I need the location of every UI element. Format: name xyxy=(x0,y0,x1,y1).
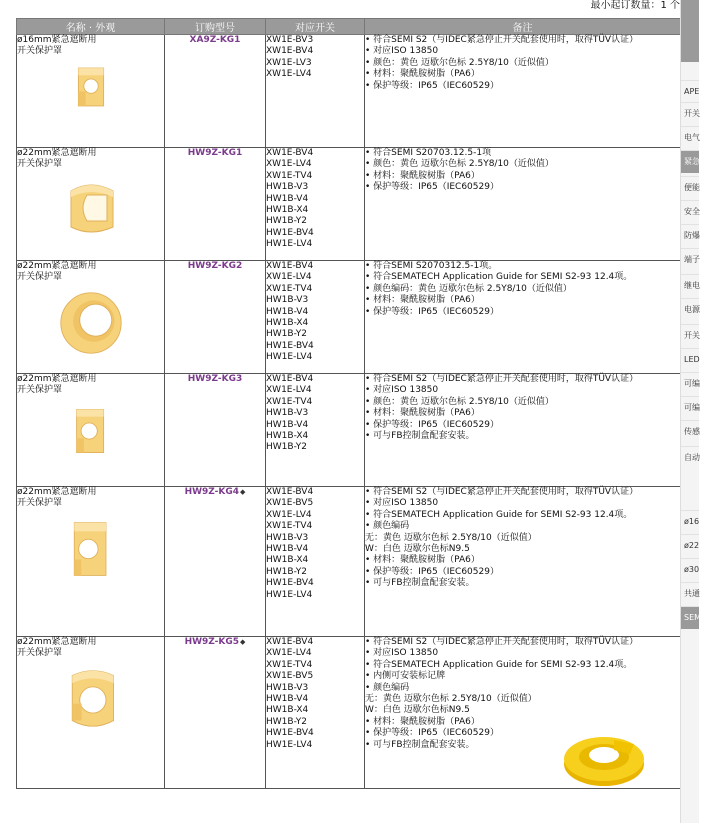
switch-model: XW1E-LV4 xyxy=(266,69,312,80)
remark-line: 无：黄色 迈歇尔色标 2.5Y8/10（近似值） xyxy=(365,532,537,543)
remark-line: • 符合SEMATECH Application Guide for SEMI S2-93 12.4项。 xyxy=(365,272,633,283)
side-index-tab[interactable]: 自动 xyxy=(681,446,699,469)
product-image xyxy=(73,403,109,463)
switch-model: HW1B-V3 xyxy=(266,295,309,306)
product-image xyxy=(69,516,113,586)
switch-model: XW1E-TV4 xyxy=(266,659,313,670)
remark-line: • 符合SEMI S2（与IDEC紧急停止开关配套使用时，取得TÜV认证） xyxy=(365,35,639,45)
switch-model: XW1E-BV4 xyxy=(266,487,314,497)
switch-model: XW1E-LV4 xyxy=(266,648,312,659)
remarks-cell xyxy=(365,35,681,148)
switch-model: HW1B-Y2 xyxy=(266,329,307,340)
product-name-line: ø22mm紧急遮断用 xyxy=(17,148,97,158)
remark-line: • 对应ISO 13850 xyxy=(365,648,439,659)
remark-line: • 内侧可安装标记牌 xyxy=(365,671,446,682)
switch-model: XW1E-LV4 xyxy=(266,385,312,396)
switch-model: HW1B-V3 xyxy=(266,182,309,193)
product-table xyxy=(16,18,681,789)
model-number: HW9Z-KG2 xyxy=(187,261,243,271)
switch-model: HW1B-V4 xyxy=(266,193,309,204)
side-index-tab[interactable]: 紧急 xyxy=(681,150,699,173)
product-image xyxy=(61,177,121,241)
remark-line: • 保护等级：IP65（IEC60529） xyxy=(365,419,499,430)
side-index-tab[interactable]: 传感 xyxy=(681,420,699,443)
switch-cell xyxy=(266,487,365,637)
side-index-tab[interactable]: 电源 xyxy=(681,298,699,321)
remark-line: • 符合SEMI S20703.12.5-1项 xyxy=(365,148,492,158)
product-name-line: 开关保护罩 xyxy=(17,159,63,170)
product-name-cell xyxy=(17,487,165,637)
product-name-cell xyxy=(17,374,165,487)
product-name-line: ø22mm紧急遮断用 xyxy=(17,374,97,384)
min-order-note: 最小起订数量：1 个 xyxy=(590,0,680,11)
switch-model: HW1E-LV4 xyxy=(266,239,313,250)
switch-model: HW1E-LV4 xyxy=(266,739,313,750)
header-model: 订购型号 xyxy=(165,19,266,35)
remark-line: • 颜色：黄色 迈歇尔色标 2.5Y8/10（近似值） xyxy=(365,159,554,170)
switch-model: HW1E-LV4 xyxy=(266,589,313,600)
remarks-cell xyxy=(365,487,681,637)
remark-line: • 保护等级：IP65（IEC60529） xyxy=(365,566,499,577)
remark-line: • 保护等级：IP65（IEC60529） xyxy=(365,182,499,193)
remark-line: W：白色 迈歇尔色标N9.5 xyxy=(365,544,470,555)
model-cell xyxy=(165,261,266,374)
model-number: HW9Z-KG4 xyxy=(184,487,240,497)
side-index-tab[interactable]: 开关 xyxy=(681,324,699,347)
switch-model: HW1B-X4 xyxy=(266,205,309,216)
switch-model: HW1E-BV4 xyxy=(266,728,314,739)
remark-line: • 材料：聚酰胺树脂（PA6） xyxy=(365,408,480,419)
switch-model: HW1B-Y2 xyxy=(266,716,307,727)
side-index-tab[interactable]: 共通 xyxy=(681,582,699,605)
product-name-line: ø16mm紧急遮断用 xyxy=(17,35,97,45)
switch-model: XW1E-BV5 xyxy=(266,498,314,509)
switch-cell xyxy=(266,637,365,789)
switch-model: XW1E-LV4 xyxy=(266,272,312,283)
model-cell xyxy=(165,637,266,789)
remark-line: • 符合SEMI S2（与IDEC紧急停止开关配套使用时，取得TÜV认证） xyxy=(365,374,639,384)
switch-model: HW1B-V3 xyxy=(266,532,309,543)
side-index-tab[interactable]: 开关 xyxy=(681,102,699,125)
remark-line: • 符合SEMI S2（与IDEC紧急停止开关配套使用时，取得TÜV认证） xyxy=(365,637,639,647)
side-index-tab[interactable]: 防爆 xyxy=(681,224,699,247)
switch-model: XW1E-BV4 xyxy=(266,374,314,384)
switch-model: XW1E-BV4 xyxy=(266,148,314,158)
product-name-line: 开关保护罩 xyxy=(17,385,63,396)
side-index-tab[interactable]: LED xyxy=(681,348,699,371)
switch-model: XW1E-BV3 xyxy=(266,35,314,45)
side-index-tab[interactable]: 可编 xyxy=(681,372,699,395)
remark-line: • 可与FB控制盒配套安装。 xyxy=(365,431,475,442)
model-cell xyxy=(165,374,266,487)
switch-model: HW1E-BV4 xyxy=(266,227,314,238)
remark-line: • 符合SEMI S2（与IDEC紧急停止开关配套使用时，取得TÜV认证） xyxy=(365,487,639,497)
remark-line: • 对应ISO 13850 xyxy=(365,46,439,57)
product-name-cell xyxy=(17,35,165,148)
remark-line: • 材料：聚酰胺树脂（PA6） xyxy=(365,716,480,727)
remark-line: • 符合SEMATECH Application Guide for SEMI S2-93 12.4项。 xyxy=(365,659,633,670)
side-index-tab[interactable]: 电气 xyxy=(681,126,699,149)
switch-model: HW1B-X4 xyxy=(266,318,309,329)
product-name-line: 开关保护罩 xyxy=(17,272,63,283)
switch-model: HW1B-V3 xyxy=(266,408,309,419)
remarks-cell xyxy=(365,148,681,261)
model-number: HW9Z-KG5 xyxy=(184,637,240,647)
side-index xyxy=(680,0,699,823)
remark-line: • 材料：聚酰胺树脂（PA6） xyxy=(365,69,480,80)
switch-cell xyxy=(266,261,365,374)
remark-line: • 对应ISO 13850 xyxy=(365,385,439,396)
switch-model: HW1B-Y2 xyxy=(266,566,307,577)
side-index-tab[interactable]: 继电 xyxy=(681,274,699,297)
switch-model: XW1E-TV4 xyxy=(266,396,313,407)
side-index-tab[interactable]: ø30 xyxy=(681,558,699,581)
remarks-cell xyxy=(365,261,681,374)
remark-line: 无：黄色 迈歇尔色标 2.5Y8/10（近似值） xyxy=(365,694,537,705)
remark-line: • 材料：聚酰胺树脂（PA6） xyxy=(365,295,480,306)
remark-line: • 颜色编码：黄色 迈歇尔色标 2.5Y8/10（近似值） xyxy=(365,283,572,294)
switch-model: HW1B-X4 xyxy=(266,555,309,566)
remark-line: • 符合SEMATECH Application Guide for SEMI S2-93 12.4项。 xyxy=(365,509,633,520)
header-remarks: 备注 xyxy=(365,19,681,35)
product-image xyxy=(61,666,121,736)
product-name-line: 开关保护罩 xyxy=(17,498,63,509)
side-index-tab[interactable]: 可编 xyxy=(681,396,699,419)
switch-model: XW1E-TV4 xyxy=(266,521,313,532)
model-cell xyxy=(165,487,266,637)
product-name-cell xyxy=(17,637,165,789)
switch-model: XW1E-TV4 xyxy=(266,170,313,181)
table-row xyxy=(17,374,681,487)
side-index-tab[interactable]: 便能 xyxy=(681,176,699,199)
switch-cell xyxy=(266,374,365,487)
switch-cell xyxy=(266,35,365,148)
remark-line: • 可与FB控制盒配套安装。 xyxy=(365,578,475,589)
product-name-line: 开关保护罩 xyxy=(17,46,63,57)
yellow-cover-photo xyxy=(560,730,650,788)
remark-line: • 颜色：黄色 迈歇尔色标 2.5Y8/10（近似值） xyxy=(365,57,554,68)
product-name-line: ø22mm紧急遮断用 xyxy=(17,261,97,271)
switch-model: HW1B-Y2 xyxy=(266,442,307,453)
product-name-cell xyxy=(17,261,165,374)
side-index-tab[interactable]: 端子 xyxy=(681,248,699,271)
switch-model: HW1E-BV4 xyxy=(266,578,314,589)
table-row xyxy=(17,148,681,261)
switch-model: XW1E-TV4 xyxy=(266,283,313,294)
product-name-cell xyxy=(17,148,165,261)
model-mark: ◆ xyxy=(240,488,246,496)
product-name-line: ø22mm紧急遮断用 xyxy=(17,487,97,497)
product-name-line: ø22mm紧急遮断用 xyxy=(17,637,97,647)
switch-model: XW1E-BV4 xyxy=(266,46,314,57)
remark-line: • 保护等级：IP65（IEC60529） xyxy=(365,728,499,739)
product-name-line: 开关保护罩 xyxy=(17,648,63,659)
remark-line: • 颜色编码 xyxy=(365,521,410,532)
remark-line: • 保护等级：IP65（IEC60529） xyxy=(365,80,499,91)
switch-model: XW1E-BV4 xyxy=(266,261,314,271)
switch-model: XW1E-LV4 xyxy=(266,159,312,170)
product-image xyxy=(73,64,109,114)
remark-line: • 颜色编码 xyxy=(365,682,410,693)
switch-model: HW1B-V3 xyxy=(266,682,309,693)
table-header-row xyxy=(17,19,681,35)
remark-line: • 颜色：黄色 迈歇尔色标 2.5Y8/10（近似值） xyxy=(365,396,554,407)
table-row xyxy=(17,261,681,374)
side-index-tab[interactable]: ø22 xyxy=(681,534,699,557)
switch-model: HW1E-LV4 xyxy=(266,352,313,363)
remark-line: • 可与FB控制盒配套安装。 xyxy=(365,739,475,750)
side-index-tab[interactable]: ø16 xyxy=(681,510,699,533)
product-image xyxy=(58,290,124,360)
switch-model: HW1B-X4 xyxy=(266,431,309,442)
switch-model: XW1E-BV4 xyxy=(266,637,314,647)
model-number: HW9Z-KG3 xyxy=(187,374,243,384)
model-cell xyxy=(165,35,266,148)
remark-line: • 保护等级：IP65（IEC60529） xyxy=(365,306,499,317)
header-switch: 对应开关 xyxy=(266,19,365,35)
switch-model: HW1B-V4 xyxy=(266,419,309,430)
switch-model: XW1E-LV4 xyxy=(266,509,312,520)
table-row xyxy=(17,487,681,637)
switch-model: HW1B-V4 xyxy=(266,306,309,317)
switch-model: HW1B-X4 xyxy=(266,705,309,716)
switch-model: HW1B-V4 xyxy=(266,544,309,555)
remark-line: • 材料：聚酰胺树脂（PA6） xyxy=(365,555,480,566)
switch-model: HW1E-BV4 xyxy=(266,340,314,351)
remark-line: • 符合SEMI S2070312.5-1项。 xyxy=(365,261,498,271)
header-name: 名称 · 外观 xyxy=(17,19,165,35)
model-number: HW9Z-KG1 xyxy=(187,148,243,158)
remarks-cell xyxy=(365,374,681,487)
remark-line: W：白色 迈歇尔色标N9.5 xyxy=(365,705,470,716)
table-row xyxy=(17,35,681,148)
side-index-tab[interactable]: APE xyxy=(681,80,699,103)
switch-model: XW1E-BV5 xyxy=(266,671,314,682)
model-number: XA9Z-KG1 xyxy=(189,35,241,45)
switch-model: HW1B-Y2 xyxy=(266,216,307,227)
model-mark: ◆ xyxy=(240,638,246,646)
switch-model: XW1E-LV3 xyxy=(266,57,312,68)
switch-model: HW1B-V4 xyxy=(266,694,309,705)
side-index-tab[interactable]: 安全 xyxy=(681,200,699,223)
side-index-header xyxy=(681,0,699,62)
switch-cell xyxy=(266,148,365,261)
remark-line: • 对应ISO 13850 xyxy=(365,498,439,509)
side-index-tab[interactable]: SEM xyxy=(681,606,699,629)
model-cell xyxy=(165,148,266,261)
remark-line: • 材料：聚酰胺树脂（PA6） xyxy=(365,170,480,181)
